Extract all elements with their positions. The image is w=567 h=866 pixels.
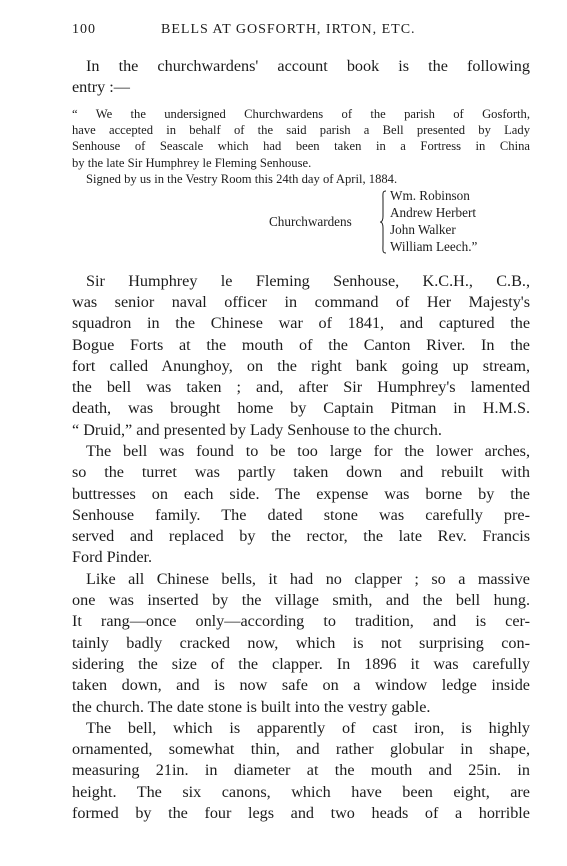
quote-line: “ We the undersigned Churchwardens of the parish of Gosforth, (72, 106, 530, 121)
text-line: It rang—once only—according to tradition, and is cer- (72, 612, 530, 631)
text-line: buttresses on each side. The expense was borne by the (72, 484, 530, 503)
signed-line: Signed by us in the Vestry Room this 24th day of April, 1884. (86, 172, 398, 187)
text-line: one was inserted by the village smith, and the bell hung. (72, 591, 530, 610)
signer-name: Andrew Herbert (390, 204, 477, 220)
text-line: taken down, and is now safe on a window ledge inside (72, 676, 530, 695)
text-line: the bell was taken ; and, after Sir Humphrey's lamented (72, 378, 530, 397)
quote-line: have accepted in behalf of the said parish a Bell presented by Lady (72, 123, 530, 137)
text-line: ornamented, somewhat thin, and rather globular in shape, (72, 740, 530, 759)
quote-line: by the late Sir Humphrey le Fleming Senhouse. (72, 155, 312, 170)
text-line: entry :— (72, 78, 130, 97)
text-line: tainly badly cracked now, which is not surprising con- (72, 633, 530, 652)
paragraph-senhouse (72, 271, 530, 441)
block-quote (72, 106, 530, 188)
text-line: measuring 21in. in diameter at the mouth and 25in. in (72, 761, 530, 780)
text-line: Senhouse family. The dated stone was carefully pre- (72, 505, 530, 524)
text-line: squadron in the Chinese war of 1841, and captured the (72, 314, 530, 333)
signer-name: John Walker (390, 221, 456, 237)
paragraph-clapper (72, 569, 530, 718)
running-head (72, 22, 530, 42)
text-line: Ford Pinder. (72, 548, 153, 567)
text-line: the church. The date stone is built into the vestry gable. (72, 697, 431, 716)
page-number: 100 (72, 22, 96, 37)
book-page (72, 22, 530, 824)
text-line: served and replaced by the rector, the late Rev. Francis (72, 527, 530, 546)
text-line: sidering the size of the clapper. In 1896 it was carefully (72, 654, 530, 673)
signatures-block (72, 188, 530, 258)
churchwardens-label: Churchwardens (269, 213, 352, 229)
text-line: was senior naval officer in command of Her Majesty's (72, 292, 530, 311)
intro-paragraph (72, 56, 530, 99)
text-line: The bell, which is apparently of cast iron, is highly (86, 718, 530, 737)
quote-line: Senhouse of Seascale which had been taken in a Fortress in China (72, 139, 530, 154)
signer-name: William Leech.” (390, 238, 478, 254)
text-line: fort called Anunghoy, on the right bank going up stream, (72, 356, 530, 375)
paragraph-description (72, 718, 530, 824)
text-line: death, was brought home by Captain Pitman in H.M.S. (72, 399, 530, 418)
text-line: height. The six canons, which have been eight, are (72, 782, 530, 801)
text-line: “ Druid,” and presented by Lady Senhouse to the church. (72, 420, 442, 439)
paragraph-turret (72, 441, 530, 569)
signer-name: Wm. Robinson (390, 187, 470, 203)
text-line: The bell was found to be too large for the lower arches, (86, 442, 530, 460)
text-line: Sir Humphrey le Fleming Senhouse, K.C.H., C.B., (86, 271, 530, 290)
text-line: formed by the four legs and two heads of a horrible (72, 804, 530, 823)
text-line: Like all Chinese bells, it had no clapper ; so a massive (86, 569, 530, 588)
text-line: so the turret was partly taken down and rebuilt with (72, 463, 530, 482)
text-line: Bogue Forts at the mouth of the Canton River. In the (72, 335, 530, 354)
text-line: In the churchwardens' account book is the following (86, 57, 530, 75)
curly-brace (379, 190, 387, 254)
running-title: BELLS AT GOSFORTH, IRTON, ETC. (161, 22, 416, 37)
